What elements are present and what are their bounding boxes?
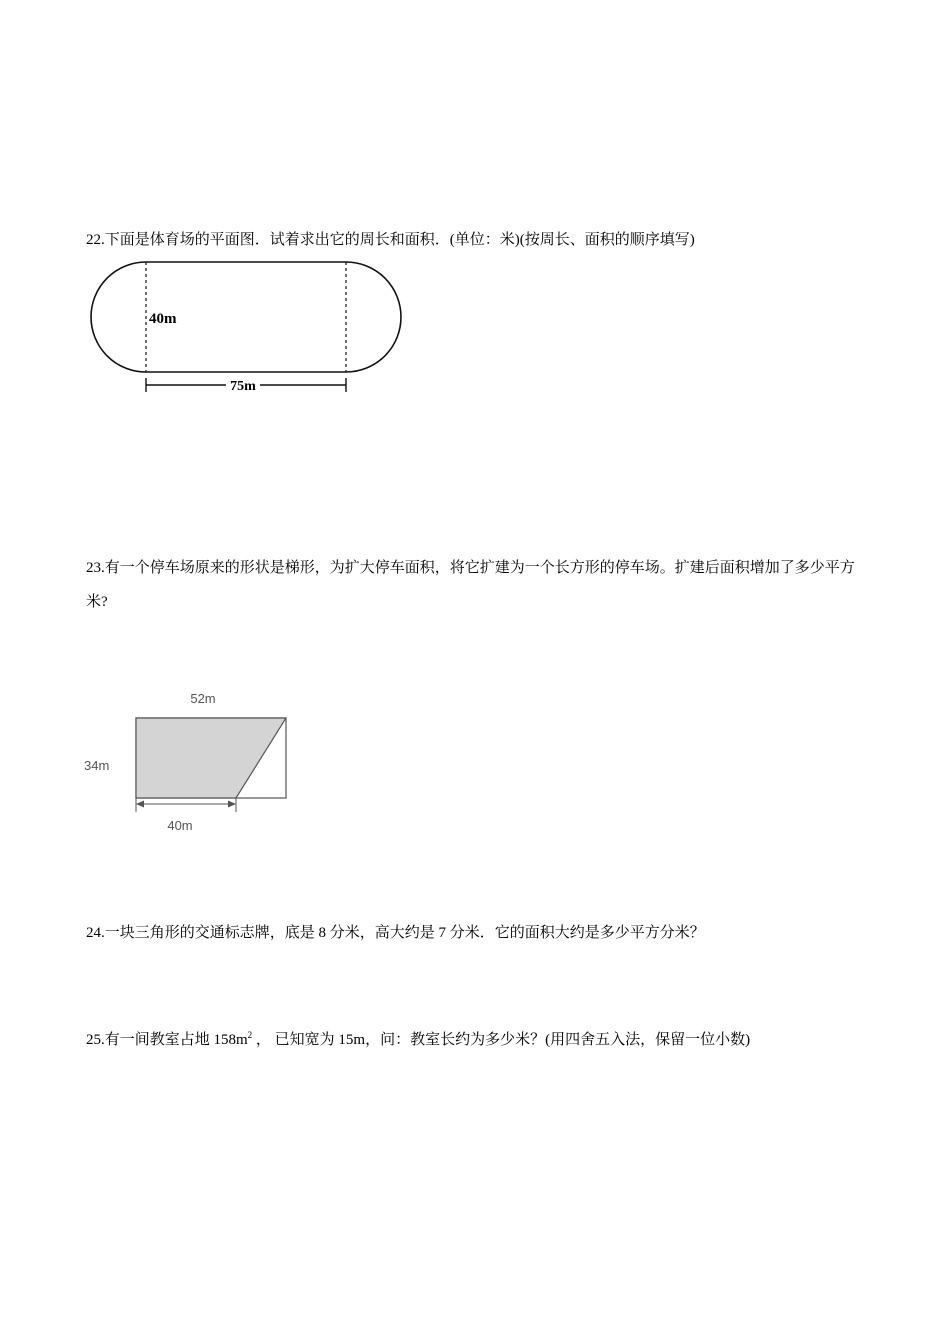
question-23-text: 23.有一个停车场原来的形状是梯形，为扩大停车面积，将它扩建为一个长方形的停车场。扩建后面积增加了多少平方米? [86, 560, 855, 610]
length-label: 75m [230, 379, 256, 394]
question-25-superscript: 2 [247, 1030, 253, 1040]
stadium-figure [82, 252, 412, 402]
top-length-label: 52m [190, 691, 216, 706]
question-25-text-after: ， 已知宽为 15m，问：教室长约为多少米？(用四舍五入法，保留一位小数) [252, 1032, 751, 1048]
question-22-text: 22.下面是体育场的平面图．试着求出它的周长和面积．(单位：米)(按周长、面积的顺序填写) [86, 232, 695, 248]
question-24-text: 24.一块三角形的交通标志牌，底是 8 分米，高大约是 7 分米．它的面积大约是多少平方分米？ [86, 925, 705, 941]
bottom-length-label: 40m [167, 818, 193, 833]
stadium-outline [91, 262, 401, 372]
height-label: 40m [149, 311, 177, 327]
question-25-text [86, 1018, 750, 1057]
question-25-text-before: 25.有一间教室占地 158m [86, 1032, 248, 1048]
arrow-left [136, 801, 144, 808]
side-length-label: 34m [84, 758, 110, 773]
parking-lot-figure [80, 684, 300, 836]
arrow-right [228, 801, 236, 808]
trapezoid-shaded [136, 718, 286, 798]
